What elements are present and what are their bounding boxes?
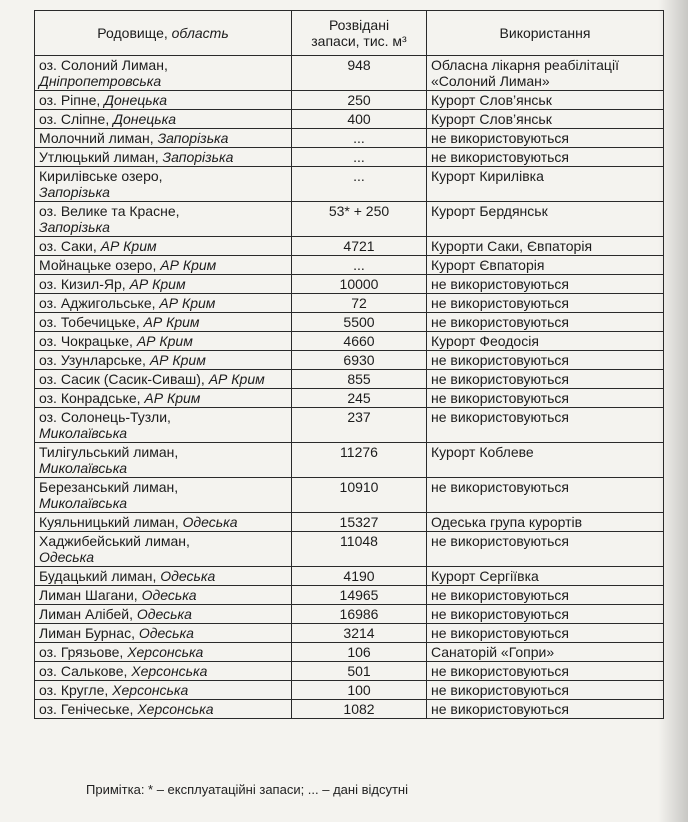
table-row <box>35 443 664 478</box>
deposit-name: оз. Солоний Лиман, <box>39 57 168 73</box>
table-row <box>35 624 664 643</box>
deposit-cell <box>35 478 292 513</box>
deposit-cell <box>35 56 292 91</box>
reserves-value: 250 <box>292 91 427 110</box>
reserves-value: 237 <box>292 408 427 443</box>
deposit-cell <box>35 662 292 681</box>
deposit-name: оз. Аджигольське, <box>39 295 160 311</box>
deposit-name: оз. Сасик (Сасик-Сиваш), <box>39 371 209 387</box>
deposit-region: Запорізька <box>162 149 234 165</box>
reserves-value: 10910 <box>292 478 427 513</box>
usage-value: Курорт Слов’янськ <box>427 110 664 129</box>
deposit-cell <box>35 148 292 167</box>
deposit-name: Березанський лиман, <box>39 479 179 495</box>
deposit-name: Мойнацьке озеро, <box>39 257 161 273</box>
deposit-region: Одеська <box>39 549 95 565</box>
deposit-name: оз. Генічеське, <box>39 701 138 717</box>
usage-value: не використовуються <box>427 408 664 443</box>
deposit-region: Одеська <box>141 587 197 603</box>
table-row <box>35 313 664 332</box>
header-reserves-line1: Розвідані <box>328 17 390 33</box>
reserves-value: 245 <box>292 389 427 408</box>
deposit-region: АР Крим <box>160 257 217 273</box>
deposit-region: Херсонська <box>131 663 208 679</box>
header-deposit-region <box>35 11 292 56</box>
usage-value: не використовуються <box>427 129 664 148</box>
deposit-cell <box>35 586 292 605</box>
usage-value: не використовуються <box>427 294 664 313</box>
deposit-region: Херсонська <box>137 701 214 717</box>
deposit-cell <box>35 513 292 532</box>
usage-value: Курорт Євпаторія <box>427 256 664 275</box>
usage-value: Курорт Слов’янськ <box>427 91 664 110</box>
deposit-cell <box>35 351 292 370</box>
table-row <box>35 110 664 129</box>
deposit-name: Лиман Бурнас, <box>39 625 139 641</box>
deposit-name: Кирилівське озеро, <box>39 168 163 184</box>
deposit-region: Миколаївська <box>39 495 128 511</box>
deposit-name: оз. Узунларське, <box>39 352 150 368</box>
deposit-region: АР Крим <box>144 390 201 406</box>
usage-value: не використовуються <box>427 389 664 408</box>
deposit-cell <box>35 408 292 443</box>
table-row <box>35 129 664 148</box>
usage-value: не використовуються <box>427 351 664 370</box>
table-row <box>35 532 664 567</box>
deposit-cell <box>35 237 292 256</box>
deposit-name: Будацький лиман, <box>39 568 161 584</box>
deposit-name: Куяльницький лиман, <box>39 514 183 530</box>
table-header-row <box>35 11 664 56</box>
reserves-value: 11048 <box>292 532 427 567</box>
deposit-region: АР Крим <box>159 295 216 311</box>
table-row <box>35 202 664 237</box>
deposit-cell <box>35 389 292 408</box>
deposit-cell <box>35 129 292 148</box>
deposit-name: Лиман Шагани, <box>39 587 142 603</box>
table-row <box>35 700 664 719</box>
deposit-name: оз. Солонець-Тузли, <box>39 409 171 425</box>
usage-value: не використовуються <box>427 275 664 294</box>
usage-value: не використовуються <box>427 662 664 681</box>
header-deposit-label: Родовище, <box>97 25 172 41</box>
table-row <box>35 167 664 202</box>
usage-value: не використовуються <box>427 605 664 624</box>
usage-value: Курорт Сергіївка <box>427 567 664 586</box>
deposit-cell <box>35 532 292 567</box>
deposit-region: Дніпропетровська <box>39 73 162 89</box>
deposit-region: АР Крим <box>129 276 186 292</box>
reserves-value: 10000 <box>292 275 427 294</box>
deposit-cell <box>35 605 292 624</box>
reserves-value: 11276 <box>292 443 427 478</box>
deposit-cell <box>35 643 292 662</box>
deposit-region: Одеська <box>182 514 238 530</box>
deposit-region: Одеська <box>136 606 192 622</box>
deposit-region: Запорізька <box>39 184 110 200</box>
usage-value: не використовуються <box>427 624 664 643</box>
reserves-value: ... <box>292 167 427 202</box>
usage-value: Курорт Коблеве <box>427 443 664 478</box>
table-body <box>35 56 664 719</box>
table-row <box>35 256 664 275</box>
deposit-region: АР Крим <box>136 333 193 349</box>
deposit-name: Хаджибейський лиман, <box>39 533 190 549</box>
deposit-name: Утлюцький лиман, <box>39 149 163 165</box>
reserves-value: 855 <box>292 370 427 389</box>
deposit-name: оз. Кизил-Яр, <box>39 276 130 292</box>
deposit-cell <box>35 332 292 351</box>
deposit-cell <box>35 294 292 313</box>
table-row <box>35 586 664 605</box>
deposit-cell <box>35 681 292 700</box>
deposit-name: оз. Ріпне, <box>39 92 105 108</box>
header-reserves-line2: запаси, тис. м³ <box>311 33 407 49</box>
deposit-cell <box>35 443 292 478</box>
reserves-value: 53* + 250 <box>292 202 427 237</box>
usage-value: Санаторій «Гопри» <box>427 643 664 662</box>
table-footnote: Примітка: * – експлуатаційні запаси; ... – дані відсутні <box>86 782 408 797</box>
deposit-name: Лиман Алібей, <box>39 606 137 622</box>
deposit-region: Донецька <box>104 92 168 108</box>
usage-value: не використовуються <box>427 586 664 605</box>
usage-value: Курорт Бердянськ <box>427 202 664 237</box>
usage-value: не використовуються <box>427 148 664 167</box>
deposit-cell <box>35 167 292 202</box>
table-row <box>35 351 664 370</box>
table-row <box>35 643 664 662</box>
deposit-cell <box>35 91 292 110</box>
usage-value: Курорти Саки, Євпаторія <box>427 237 664 256</box>
deposit-name: оз. Тобечицьке, <box>39 314 144 330</box>
deposit-cell <box>35 110 292 129</box>
table-row <box>35 478 664 513</box>
reserves-value: 5500 <box>292 313 427 332</box>
deposit-name: Тилігульський лиман, <box>39 444 179 460</box>
deposit-cell <box>35 567 292 586</box>
reserves-value: ... <box>292 148 427 167</box>
table-row <box>35 681 664 700</box>
table-row <box>35 605 664 624</box>
reserves-value: ... <box>292 129 427 148</box>
table-row <box>35 56 664 91</box>
deposit-region: Херсонська <box>127 644 204 660</box>
deposit-region: АР Крим <box>143 314 200 330</box>
deposit-cell <box>35 624 292 643</box>
table-row <box>35 662 664 681</box>
usage-value: Одеська група курортів <box>427 513 664 532</box>
usage-value: не використовуються <box>427 313 664 332</box>
deposits-table <box>34 10 664 719</box>
usage-value: Курорт Феодосія <box>427 332 664 351</box>
deposit-name: оз. Сліпне, <box>39 111 114 127</box>
usage-value: не використовуються <box>427 700 664 719</box>
usage-value: не використовуються <box>427 478 664 513</box>
reserves-value: 4721 <box>292 237 427 256</box>
table-row <box>35 513 664 532</box>
deposit-cell <box>35 275 292 294</box>
reserves-value: ... <box>292 256 427 275</box>
header-usage: Використання <box>427 11 664 56</box>
deposit-cell <box>35 700 292 719</box>
reserves-value: 15327 <box>292 513 427 532</box>
deposit-cell <box>35 313 292 332</box>
table-row <box>35 148 664 167</box>
table-row <box>35 275 664 294</box>
deposit-name: Молочний лиман, <box>39 130 158 146</box>
reserves-value: 3214 <box>292 624 427 643</box>
reserves-value: 948 <box>292 56 427 91</box>
deposit-region: Донецька <box>113 111 177 127</box>
table-row <box>35 408 664 443</box>
deposit-name: оз. Грязьове, <box>39 644 128 660</box>
table-row <box>35 567 664 586</box>
reserves-value: 400 <box>292 110 427 129</box>
reserves-value: 4190 <box>292 567 427 586</box>
deposit-region: АР Крим <box>149 352 206 368</box>
deposit-region: Миколаївська <box>39 460 128 476</box>
reserves-value: 6930 <box>292 351 427 370</box>
reserves-value: 1082 <box>292 700 427 719</box>
table-row <box>35 332 664 351</box>
deposit-region: АР Крим <box>208 371 265 387</box>
deposit-name: оз. Салькове, <box>39 663 132 679</box>
reserves-value: 14965 <box>292 586 427 605</box>
table-row <box>35 294 664 313</box>
deposit-region: Херсонська <box>112 682 189 698</box>
deposit-region: Запорізька <box>157 130 229 146</box>
reserves-value: 501 <box>292 662 427 681</box>
reserves-value: 106 <box>292 643 427 662</box>
header-region-label: область <box>171 25 229 41</box>
deposit-region: Запорізька <box>39 219 110 235</box>
reserves-value: 16986 <box>292 605 427 624</box>
deposit-name: оз. Кругле, <box>39 682 113 698</box>
deposit-name: оз. Велике та Красне, <box>39 203 180 219</box>
reserves-value: 72 <box>292 294 427 313</box>
deposit-cell <box>35 202 292 237</box>
deposit-name: оз. Конрадське, <box>39 390 145 406</box>
reserves-value: 100 <box>292 681 427 700</box>
deposit-name: оз. Саки, <box>39 238 101 254</box>
deposit-cell <box>35 256 292 275</box>
table-row <box>35 370 664 389</box>
deposit-region: Одеська <box>160 568 216 584</box>
deposit-cell <box>35 370 292 389</box>
deposit-region: Миколаївська <box>39 425 128 441</box>
usage-value: не використовуються <box>427 681 664 700</box>
deposit-region: Одеська <box>138 625 194 641</box>
header-reserves <box>292 11 427 56</box>
table-row <box>35 237 664 256</box>
reserves-value: 4660 <box>292 332 427 351</box>
usage-value: не використовуються <box>427 370 664 389</box>
usage-value: Обласна лікарня реабілітації «Солоний Лиман» <box>427 56 664 91</box>
usage-value: Курорт Кирилівка <box>427 167 664 202</box>
table-row <box>35 91 664 110</box>
deposit-name: оз. Чокрацьке, <box>39 333 137 349</box>
table-row <box>35 389 664 408</box>
deposit-region: АР Крим <box>100 238 157 254</box>
usage-value: не використовуються <box>427 532 664 567</box>
